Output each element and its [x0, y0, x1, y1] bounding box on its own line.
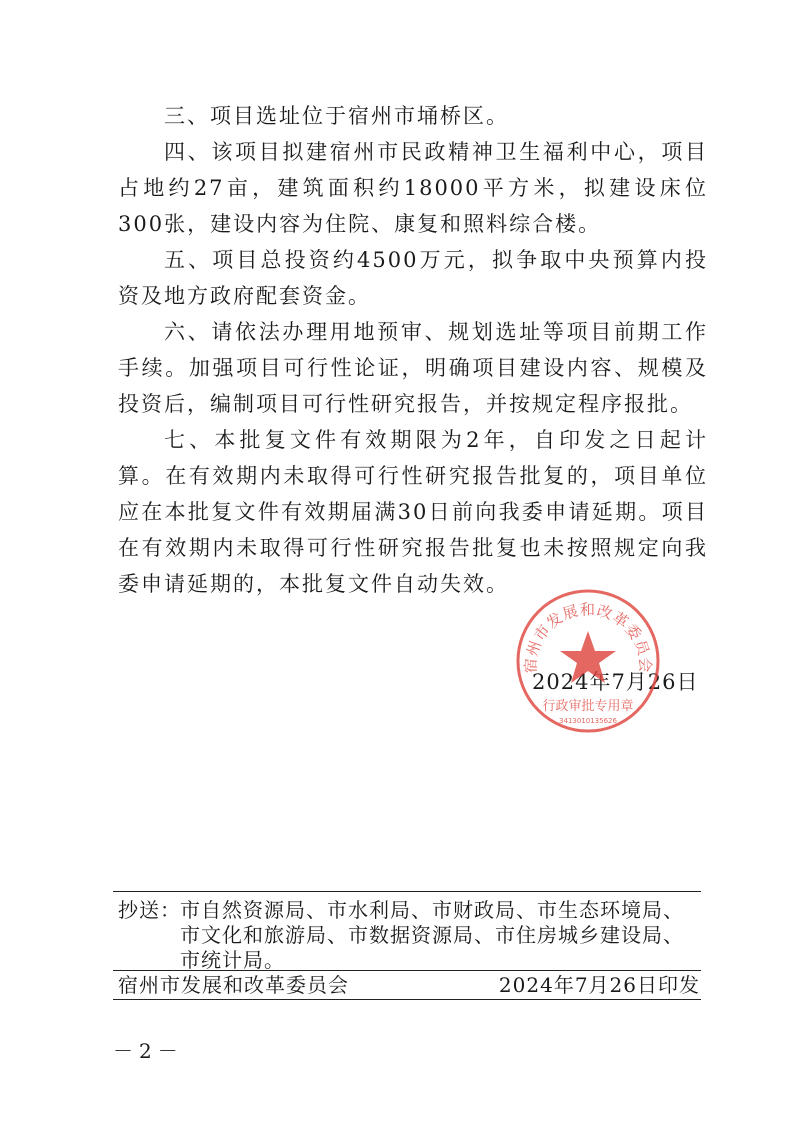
seal-bottom-text: 行政审批专用章	[542, 699, 634, 714]
distribution-label: 抄送：	[118, 898, 181, 922]
signature-date: 2024年7月26日	[532, 670, 699, 694]
middle-divider	[113, 970, 701, 971]
seal-graphic	[513, 586, 663, 736]
seal-star-icon	[560, 631, 616, 683]
paragraph-6: 六、请依法办理用地预审、规划选址等项目前期工作手续。加强项目可行性论证，明确项目建设内容、规模及投资后，编制项目可行性研究报告，并按规定程序报批。	[118, 320, 708, 416]
page-number: －2－	[113, 1039, 184, 1063]
top-divider	[113, 891, 701, 892]
paragraph-7: 七、本批复文件有效期限为2年，自印发之日起计算。在有效期内未取得可行性研究报告批复的，项目单位应在本批复文件有效期届满30日前向我委申请延期。项目在有效期内未取得可行性研究报告批复也未按照规定向我委申请延期的，本批复文件自动失效。	[118, 428, 708, 596]
issue-date: 2024年7月26日印发	[498, 973, 700, 997]
official-seal	[513, 586, 663, 736]
paragraph-4: 四、该项目拟建宿州市民政精神卫生福利中心，项目占地约27亩，建筑面积约18000平方米，拟建设床位300张，建设内容为住院、康复和照料综合楼。	[118, 140, 708, 236]
issuer-name: 宿州市发展和改革委员会	[118, 973, 349, 997]
seal-ring-text: 宿州市发展和改革委员会	[521, 600, 655, 674]
paragraph-3: 三、项目选址位于宿州市埇桥区。	[164, 104, 509, 128]
distribution-recipients: 市自然资源局、市水利局、市财政局、市生态环境局、市文化和旅游局、市数据资源局、市住房城乡建设局、市统计局。	[180, 898, 684, 972]
bottom-divider	[113, 999, 701, 1000]
paragraph-5: 五、项目总投资约4500万元，拟争取中央预算内投资及地方政府配套资金。	[118, 248, 708, 308]
seal-code: 3413010135626	[559, 717, 617, 725]
